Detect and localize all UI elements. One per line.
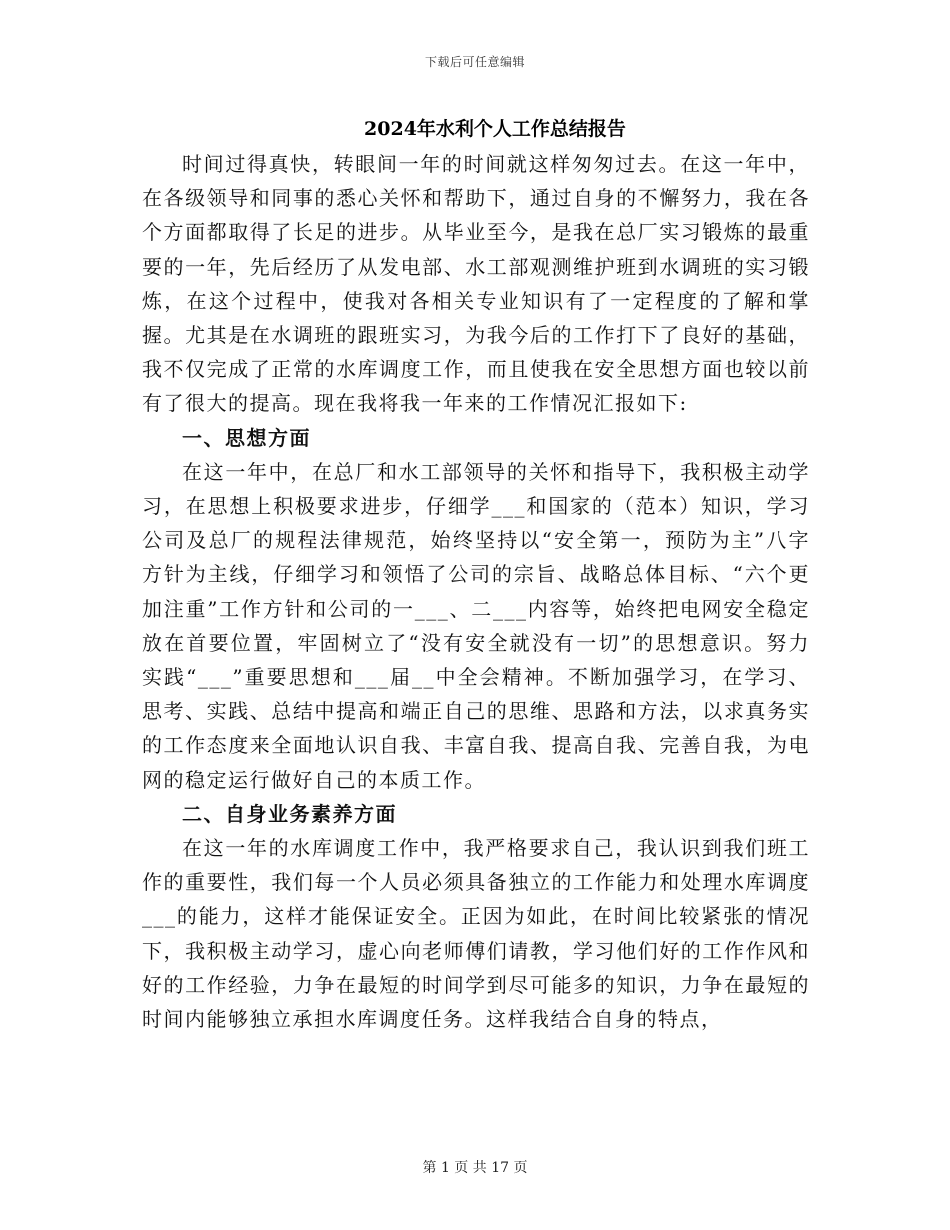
intro-paragraph: 时间过得真快，转眼间一年的时间就这样匆匆过去。在这一年中，在各级领导和同事的悉心关怀和帮助下，通过自身的不懈努力，我在各个方面都取得了长足的进步。从毕业至今，是我在总厂实习锻炼的最重要的一年，先后经历了从发电部、水工部观测维护班到水调班的实习锻炼，在这个过程中，使我对各相关专业知识有了一定程度的了解和掌握。尤其是在水调班的跟班实习，为我今后的工作打下了良好的基础，我不仅完成了正常的水库调度工作，而且使我在安全思想方面也较以前有了很大的提高。现在我将我一年来的工作情况汇报如下: [142, 152, 810, 416]
section-paragraph-thought: 在这一年中，在总厂和水工部领导的关怀和指导下，我积极主动学习，在思想上积极要求进步，仔细学___和国家的（范本）知识，学习公司及总厂的规程法律规范，始终坚持以“安全第一，预防为主”八字方针为主线，仔细学习和领悟了公司的宗旨、战略总体目标、“六个更加注重”工作方针和公司的一___、二___内容等，始终把电网安全稳定放在首要位置，牢固树立了“没有安全就没有一切”的思想意识。努力实践“___”重要思想和___届__中全会精神。不断加强学习，在学习、思考、实践、总结中提高和端正自己的思维、思路和方法，以求真务实的工作态度来全面地认识自我、丰富自我、提高自我、完善自我，为电网的稳定运行做好自己的本质工作。 [142, 459, 810, 792]
page-number: 第 1 页 共 17 页 [422, 1160, 528, 1176]
section-heading-thought: 一、思想方面 [182, 425, 311, 450]
section-paragraph-professional: 在这一年的水库调度工作中，我严格要求自己，我认识到我们班工作的重要性，我们每一个人员必须具备独立的工作能力和处理水库调度___的能力，这样才能保证安全。正因为如此，在时间比较紧张的情况下，我积极主动学习，虚心向老师傅们请教，学习他们好的工作作风和好的工作经验，力争在最短的时间学到尽可能多的知识，力争在最短的时间内能够独立承担水库调度任务。这样我结合自身的特点， [142, 836, 810, 1032]
header-note: 下载后可任意编辑 [424, 55, 525, 69]
document-body [142, 147, 810, 1036]
section-heading-professional: 二、自身业务素养方面 [182, 801, 397, 826]
document-title: 2024年水利个人工作总结报告 [364, 118, 626, 140]
